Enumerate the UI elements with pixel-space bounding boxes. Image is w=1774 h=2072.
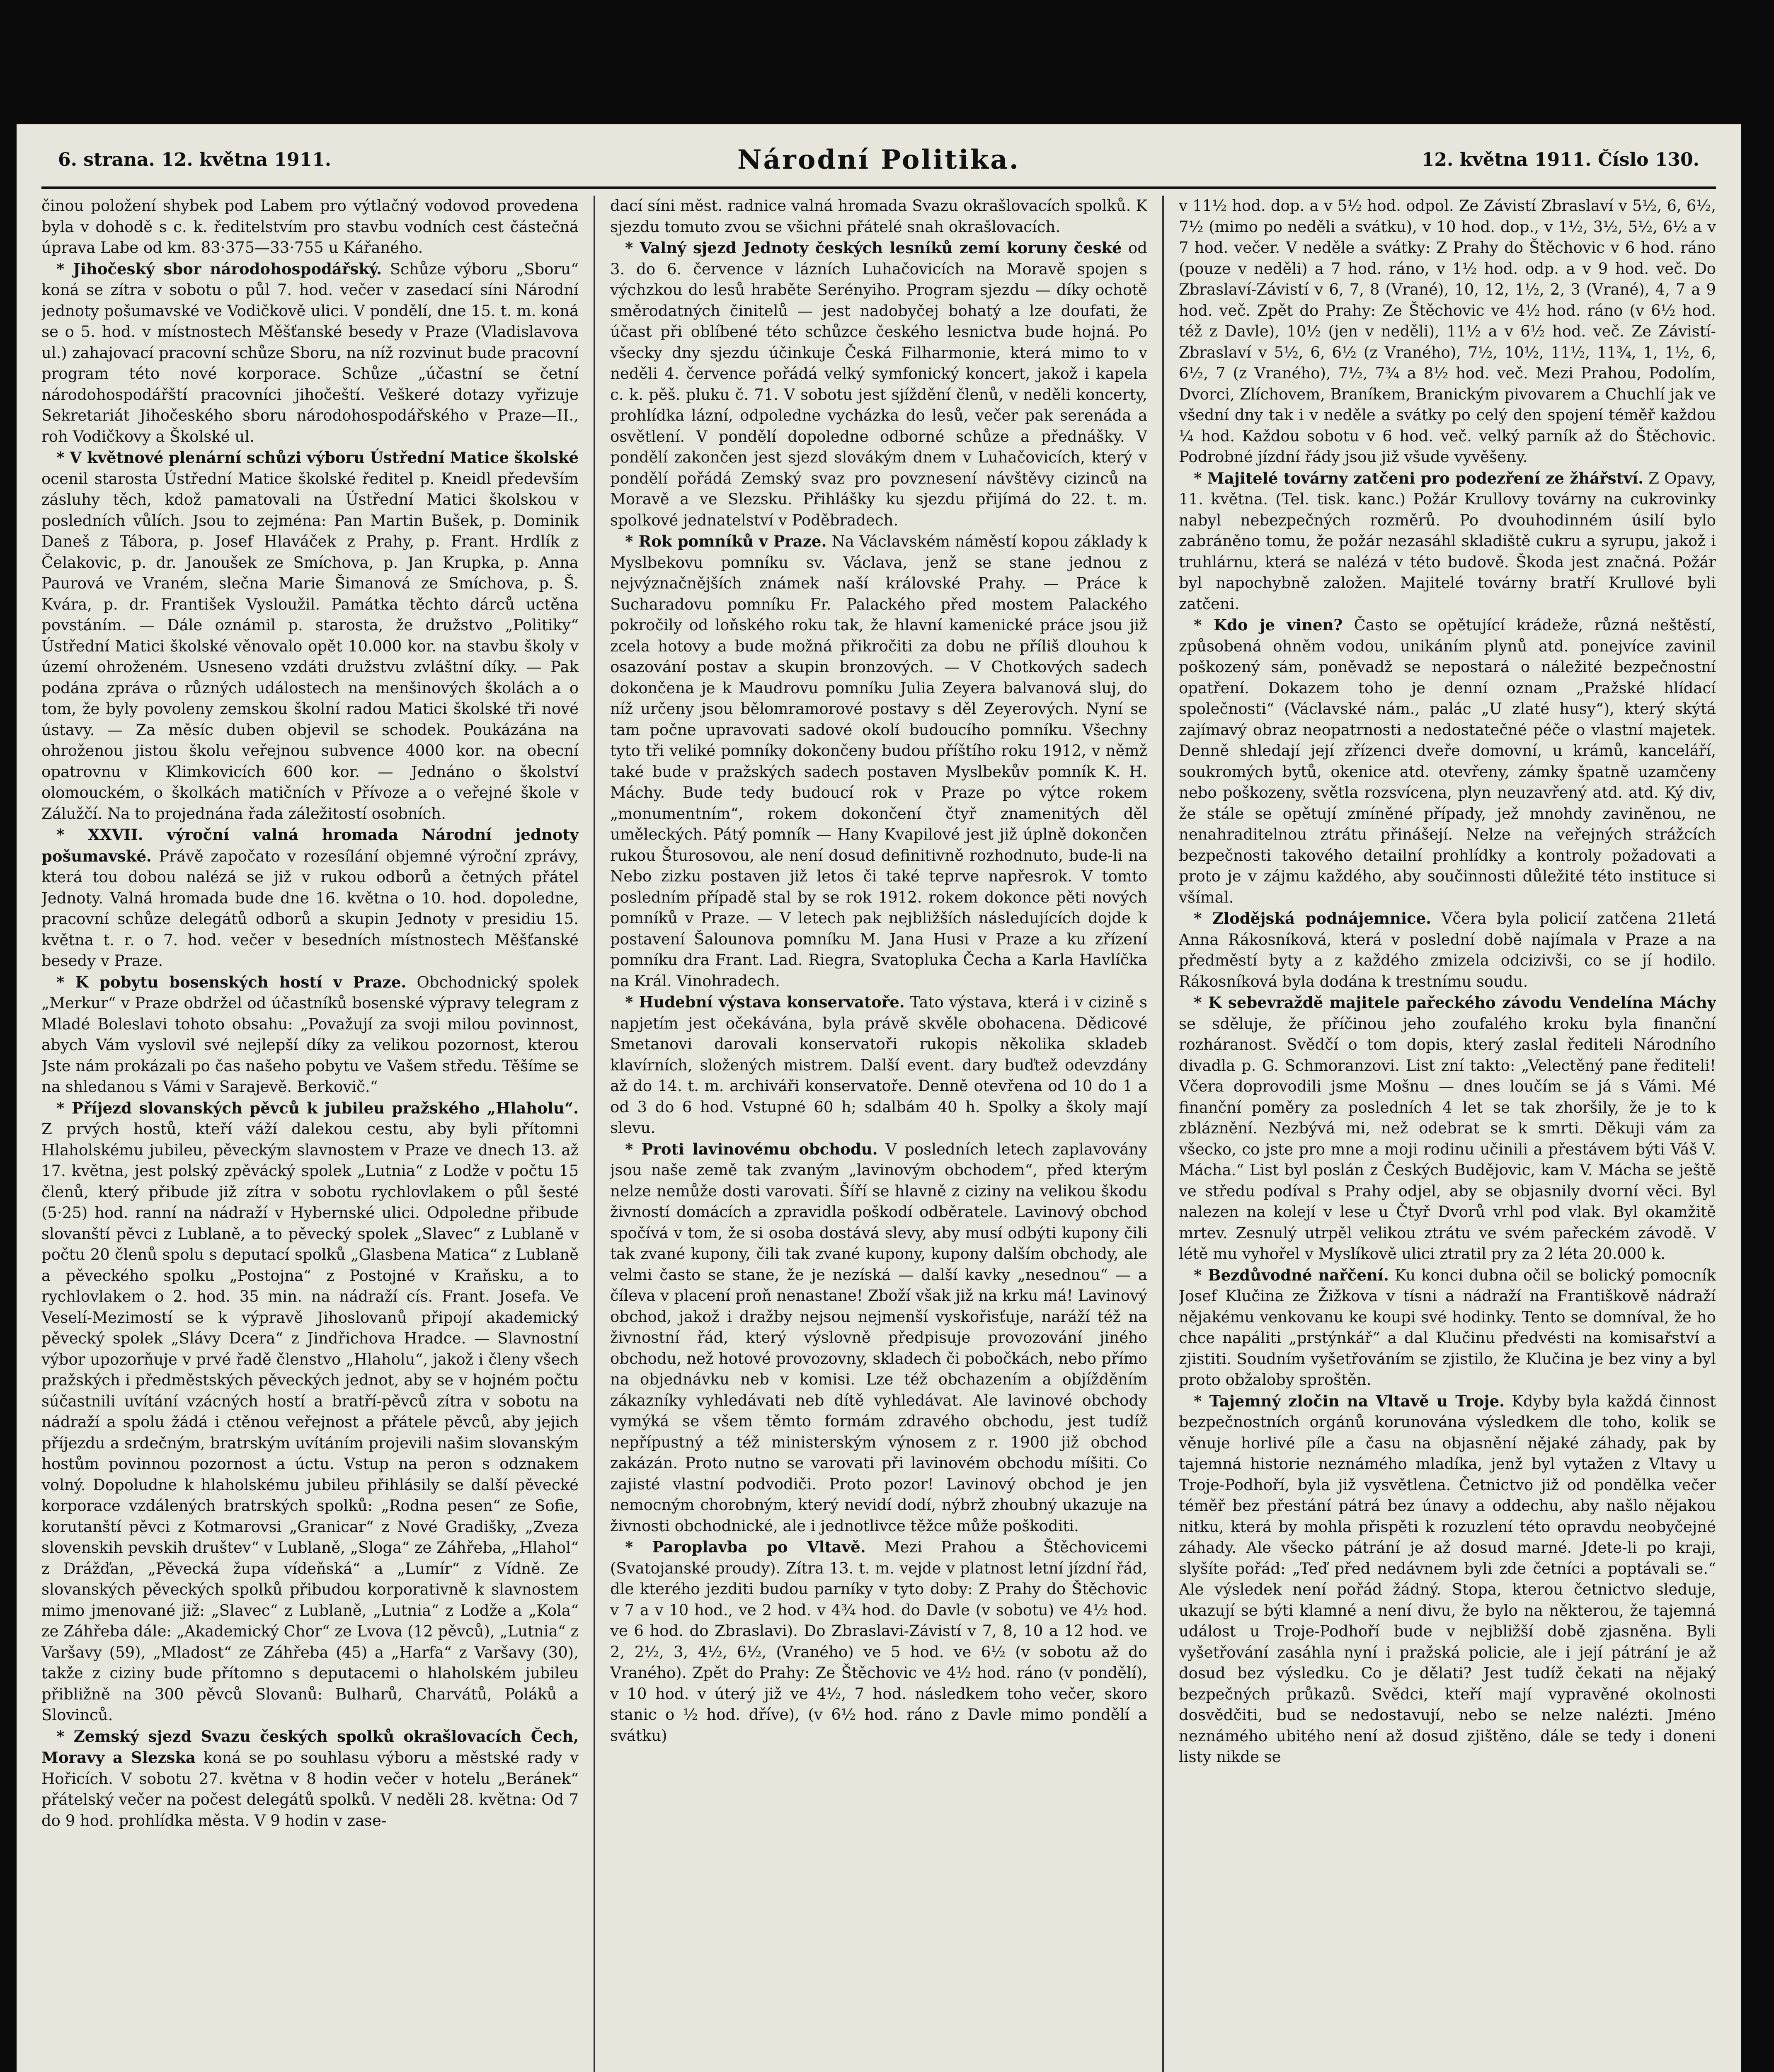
article-headline: * Jihočeský sbor národohospodářský. xyxy=(56,259,382,278)
article-text: v 11½ hod. dop. a v 5½ hod. odpol. Ze Závistí Zbraslaví v 5½, 6, 6½, 7½ (mimo po neděli a svátku), v 10 hod. dop., v 1½, 3½, 5½, 6½ a v 7 hod. večer. V neděle a svátky: Z Prahy do Štěchovic v 6 hod. ráno (pouze v neděli) a 7 hod. ráno, v 1½ hod. odp. a v 9 hod. več. Do Zbraslaví-Závistí v 6, 7, 8 (Vrané), 10, 12, 1½, 2, 3 (Vrané), 4, 7 a 9 hod. več. Zpět do Prahy: Ze Štěchovic ve 4½ hod. ráno (v 6½ hod. též z Davle), 10½ (jen v neděli), 11½ a v 6½ hod. več. Ze Závistí-Zbraslaví v 5½, 6, 6½ (z Vraného), 7½, 10½, 11½, 11¾, 1, 1½, 6, 6½, 7 (z Vraného), 7½, 7¾ a 8½ hod. več. Mezi Prahou, Podolím, Dvorci, Zlíchovem, Braníkem, Branickým pivovarem a Chuchlí jak ve všední dny tak i v neděle a svátky po celý den spojení téměř každou ¼ hod. Každou sobotu v 6 hod. več. velký parník až do Štěchovic. Podrobné jízdní řády jsou již všude vyvěšeny. xyxy=(1179,197,1716,466)
newspaper-page xyxy=(17,124,1741,2072)
article-text: Včera byla policií zatčena 21letá Anna Rákosníková, která v poslední době najímala v Praze a na předměstí byty a z každého zmizela odcizivši, co se jí hodilo. Rákosníková byla dodána k trestnímu soudu. xyxy=(1179,910,1716,990)
article-paragraph xyxy=(1179,1391,1716,1768)
column-divider xyxy=(594,196,595,2072)
article-paragraph xyxy=(41,824,579,972)
article-paragraph xyxy=(1179,908,1716,992)
article-paragraph xyxy=(610,1537,1147,1746)
page-header xyxy=(41,141,1716,189)
issue-date: 12. května 1911. Číslo 130. xyxy=(1421,149,1699,170)
article-headline: * Zemský sjezd Svazu českých spolků okrašlovacích Čech, Moravy a Slezska xyxy=(41,1727,579,1767)
article-text: činou položení shybek pod Labem pro výtlačný vodovod provedena byla v dohodě s c. k. ředitelstvím pro stavbu vodních cest částečná úprava Labe od km. 83·375—33·755 u Kářaného. xyxy=(41,197,579,257)
article-headline: * K pobytu bosenských hostí v Praze. xyxy=(56,973,407,991)
article-text: Tato výstava, která i v cizině s napjetím jest očekávána, byla právě skvěle obohacena. Dědicové Smetanovi darovali konservatoři rukopis několika skladeb klavírních, složených mistrem. Další event. dary buďtež odevzdány až do 14. t. m. archiváři konservatoře. Denně otevřena od 10 do 1 a od 3 do 6 hod. Vstupné 60 h; sdalbám 40 h. Spolky a školy mají slevu. xyxy=(610,993,1147,1137)
article-headline: * XXVII. výroční valná hromada Národní jednoty pošumavské. xyxy=(41,825,579,865)
article-columns xyxy=(41,196,1716,2072)
article-paragraph xyxy=(41,1726,579,1832)
article-text: Na Václavském náměstí kopou základy k Myslbekovu pomníku sv. Václava, jenž se stane jednou z nejvýznačnějších známek naší královské Prahy. — Práce k Sucharadovu pomníku Fr. Palackého před mostem Palackého pokročily od loňského roku tak, že hlavní kamenické práce jsou již zcela hotovy a bude možná přikročiti za dobu ne příliš dlouhou k osazování postav a skupin bronzových. — V Chotkových sadech dokončena je k Maudrovu pomníku Julia Zeyera balvanová sluj, do níž určeny jsou bělomramorové postavy s děl Zeyerových. Nyní se tam počne upravovati sadové okolí budoucího pomníku. Všechny tyto tři veliké pomníky dokončeny budou příštího roku 1912, v němž také bude v pražských sadech postaven Myslbekův pomník K. H. Máchy. Bude tedy budoucí rok v Praze po výtce rokem „monumentním“, rokem dokončení čtyř znamenitých děl uměleckých. Pátý pomník — Hany Kvapilové jest již úplně dokončen rukou Šturosovou, ale není dosud definitivně rozhodnuto, bude-li na Nebo zizku postaven již letos či také teprve napřesrok. V tomto posledním případě stal by se rok 1912. rokem dokonce pěti nových pomníků v Praze. — V letech pak nejbližších následujících dojde k postavení Šalounova pomníku M. Jana Husi v Praze a ku zřízení pomníku dra Frant. Lad. Riegra, Svatopluka Čecha a Karla Havlíčka na Král. Vinohradech. xyxy=(610,533,1147,990)
article-paragraph xyxy=(610,992,1147,1139)
article-paragraph xyxy=(41,1098,579,1726)
article-paragraph xyxy=(1179,615,1716,908)
article-headline: * Valný sjezd Jednoty českých lesníků zemí koruny české xyxy=(625,239,1122,257)
article-paragraph xyxy=(1179,992,1716,1265)
article-text: V posledních letech zaplavovány jsou naše země tak zvaným „lavinovým obchodem“, před kterým nelze nemůže dosti varovati. Šíří se hlavně z ciziny na velikou škodu živností domácích a zpravidla poškodí odběratele. Lavinový obchod spočívá v tom, že si osoba dostává slevy, aby musí odbýti kupony čili tak zvané kupony, čili tak zvané kupony, kupony dalším obchody, ale velmi často se stane, že je nezíská — další kavky „nesednou“ — a číleva v placení proň nenastane! Zboží však již na krku má! Lavinový obchod, jakož i dražby nejsou nejmenší vyskořisťuje, naráží též na živnostní řád, který výslovně předpisuje provozování jiného obchodu, než hotové provozovny, skladech či pobočkách, nebo přímo na objednávku neb v komisi. Lze též obchazením a objížděním zákazníky vyhledávati neb dítě vyhledávat. Ale lavinové obchody vymýká se všem těmto formám zdravého obchodu, jest tudíž nepřípustný a též ministerským výnosem z r. 1900 již obchod zakázán. Proto nutno se varovati při lavinovém obchodu míšiti. Co zajisté vlastní podvodiči. Proto pozor! Lavinový obchod je jen nemocným chorobným, který nevidí dodí, nýbrž zhoubný ukazuje na živnosti obchodnické, ale i jednotlivce těžce může poškoditi. xyxy=(610,1140,1147,1535)
article-text: Právě započato v rozesílání objemné výroční zprávy, která tou dobou nalézá se již v rukou odborů a četných přátel Jednoty. Valná hromada bude dne 16. května o 10. hod. dopoledne, pracovní schůze delegátů odborů a skupin Jednoty v presidiu 15. května t. r. o 7. hod. večer v besedních místnostech Měšťanské besedy v Praze. xyxy=(41,847,579,970)
article-headline: * Kdo je vinen? xyxy=(1194,616,1343,634)
article-paragraph xyxy=(41,447,579,824)
article-text: se sděluje, že příčinou jeho zoufalého kroku byla finanční rozháranost. Svědčí o tom dopis, který zaslal řediteli Národního divadla p. G. Schmoranzovi. List zní takto: „Velectěný pane řediteli! Včera doprovodili jsme Mošnu — dnes loučím se já s Vámi. Mé finanční poměry za posledních 4 let se tak zhoršily, že je to k zbláznění. Nezbývá mi, než odebrat se k smrti. Děkuji vám za všecko, co jste pro mne a moji rodinu učinili a přestávem býti Váš V. Mácha.“ List byl poslán z Českých Budějovic, kam V. Mácha se ještě ve středu podíval s Prahy odjel, aby se objasnily dvorní věci. Byl nalezen na kolejí v lese u Čtyř Dvorů vrhl pod vlak. Byl okamžitě mrtev. Zesnulý utrpěl velikou ztrátu ve svém pařeckém závodě. V létě mu vyhořel v Myslíkově ulici ztratil pry za 2 léta 20.000 k. xyxy=(1179,1014,1716,1263)
article-headline: * Bezdůvodné nařčení. xyxy=(1194,1266,1389,1284)
article-paragraph xyxy=(41,972,579,1098)
article-text: koná se po souhlasu výboru a městské rady v Hořicích. V sobotu 27. května v 8 hodin večer v hotelu „Beránek“ přátelský večer na počest delegátů spolků. V neděli 28. května: Od 7 do 9 hod. prohlídka města. V 9 hodin v zase- xyxy=(41,1749,579,1830)
article-headline: * Majitelé továrny zatčeni pro podezření ze žhářství. xyxy=(1194,469,1644,487)
article-headline: * Hudební výstava konservatoře. xyxy=(625,993,905,1011)
article-text: Mezi Prahou a Štěchovicemi (Svatojanské proudy). Zítra 13. t. m. vejde v platnost letní jízdní řád, dle kterého jezditi budou parníky v tyto doby: Z Prahy do Štěchovic v 7 a v 10 hod., ve 2 hod. v 4¾ hod. do Davle (v sobotu) ve 4½ hod. ve 6 hod. do Zbraslavi). Do Zbraslavi-Závistí v 7, 8, 10 a 12 hod. ve 2, 2½, 3, 4½, 6½, (Vraného) ve 5 hod. ve 6½ (v sobotu až do Vraného). Zpět do Prahy: Ze Štěchovic ve 4½ hod. ráno (v pondělí), v 10 hod. v úterý již ve 4½, 7 hod. následkem toho večer, skoro stanic o ½ hod. dříve), (v 6½ hod. ráno z Davle mimo pondělí a svátku) xyxy=(610,1538,1147,1745)
article-headline: * Rok pomníků v Praze. xyxy=(625,532,827,550)
article-headline: * K sebevraždě majitele pařeckého závodu Vendelína Máchy xyxy=(1194,993,1716,1012)
article-headline: * Paroplavba po Vltavě. xyxy=(625,1538,866,1556)
article-text: Ku konci dubna očil se bolický pomocník Josef Klučina ze Žižkova v tísni a nádraží na Františkově nádraží nějakému venkovanu ke koupi své hodinky. Tento se domníval, že ho chce napáliti „prstýnkář“ a dal Klučinu předvésti na komisařství a zjistiti. Soudním vyšetřováním se zjistilo, že Klučina je bez viny a byl proto obžaloby sproštěn. xyxy=(1179,1266,1716,1389)
article-paragraph xyxy=(610,1139,1147,1537)
article-text: od 3. do 6. července v lázních Luhačovicích na Moravě spojen s výchzkou do lesů hraběte Serényiho. Program sjezdu — díky ochotě směrodatných činitelů — jest nadobyčej bohatý a lze doufati, že účast při oblíbené této schůzce českého lesnictva bude hojná. Po všecky dny sjezdu účinkuje Česká Filharmonie, která mimo to v neděli 4. července pořádá velký symfonický koncert, jakož i kapela c. k. pěš. pluku č. 71. V sobotu jest sjíždění členů, v neděli koncerty, prohlídka lázní, odpoledne vycházka do lesů, večer pak serenáda a osvětlení. V pondělí dopoledne odborné schůze a přednášky. V pondělí zakončen jest sjezd slovákým dnem v Luhačovicích, který v pondělí pořádá Zemský svaz pro povznesení návštěvy cizinců na Moravě a ve Slezsku. Přihlášky ku sjezdu přijímá do 22. t. m. spolkové jednatelství v Poděbradech. xyxy=(610,239,1147,529)
article-text: Obchodnický spolek „Merkur“ v Praze obdržel od účastníků bosenské výpravy telegram z Mladé Boleslavi tohoto obsahu: „Považují za svoji milou povinnost, abych Vám vyslovil své nejlepší díky za velikou pozornost, kterou Jste nám prokázali po čas našeho pobytu ve Vašem středu. Těšíme se na shledanou s Vámi v Sarajevě. Berkovič.“ xyxy=(41,973,579,1096)
article-headline: * Tajemný zločin na Vltavě u Troje. xyxy=(1194,1392,1505,1410)
page-number: 6. strana. 12. května 1911. xyxy=(58,149,332,170)
article-headline: * Příjezd slovanských pěvců k jubileu pražského „Hlaholu“. xyxy=(56,1099,579,1117)
article-text: Kdyby byla každá činnost bezpečnostních orgánů korunována výsledkem dle toho, kolik se věnuje horlivé píle a času na objasnění nějaké záhady, pak by tajemná historie neznámého mladíka, jenž byl vytažen z Vltavy u Troje-Podhoří, byla již vysvětlena. Četnictvo již od pondělka večer téměř bez přestání pátrá bez únavy a oddechu, aby našlo nějakou nitku, která by mohla přispěti k rozuzlení této opravdu neobyčejné záhady. Ale všecko pátrání je až dosud marné. Jdete-li po kraji, slyšíte pořád: „Teď před nedávnem byli zde četníci a poptávali se.“ Ale výsledek není pořád žádný. Stopa, kterou četnictvo sleduje, ukazují se býti klamné a není divu, že bylo na některou, že tajemná událost u Troje-Podhoří bude v nejbližší době zjasněna. Byli vyšetřování zasáhla nyní i pražská policie, ale i její pátrání je až dosud bez výsledku. Co je dělati? Jest tudíž čekati na nějaký bezpečných průkazů. Svědci, kteří mají vypravěné okolnosti dosvědčiti, bud se nedostavují, nebo se nelze nalézti. Jméno neznámého ubitého není až dosud zjištěno, dále se tedy i doneni listy nikde se xyxy=(1179,1392,1716,1766)
article-paragraph xyxy=(610,196,1147,237)
article-headline: * V květnové plenární schůzi výboru Ústřední Matice školské xyxy=(56,448,579,467)
article-paragraph xyxy=(610,237,1147,531)
article-headline: * Proti lavinovému obchodu. xyxy=(625,1140,878,1158)
article-paragraph xyxy=(610,531,1147,992)
column-3 xyxy=(1179,196,1716,2072)
article-text: Často se opětující krádeže, různá neštěstí, způsobená ohněm vodou, unikáním plynů atd. ponejvíce zavinil poškozený sám, poněvadž se nepostará o náležité bezpečnostní opatření. Dokazem toho je denní oznam „Pražské hlídací společnosti“ (Václavské nám., palác „U zlaté husy“), který skýtá zajímavý obraz neopatrnosti a nedostatečné péče o vlastní majetek. Denně shledají její zřízenci dveře domovní, u krámů, kanceláří, soukromých bytů, okenice atd. otevřeny, zámky špatně uzamčeny nebo poškozeny, světla rozsvícena, plyn neuzavřený atd. atd. Ký div, že stále se opětují zmíněné případy, jež mnohdy zaviněnou, ne nenahraditelnou ztrátu přinášejí. Nelze na veřejných strážcích bezpečnosti takového detailní prohlídky a kontroly požadovati a proto je v zájmu každého, aby součinnosti důležité této instituce si všímal. xyxy=(1179,616,1716,906)
article-paragraph xyxy=(1179,468,1716,615)
article-paragraph xyxy=(41,259,579,448)
article-headline: * Zlodějská podnájemnice. xyxy=(1194,909,1431,927)
article-text: Schůze výboru „Sboru“ koná se zítra v sobotu o půl 7. hod. večer v zasedací síni Národní jednoty pošumavské ve Vodičkově ulici. V pondělí, dne 15. t. m. koná se o 5. hod. v místnostech Měšťanské besedy v Praze (Vladislavova ul.) zahajovací pracovní schůze Sboru, na níž rozvinut bude pracovní program této nové korporace. Schůze „účastní se četní národohospodářští pracovníci jihočeští. Veškeré dotazy vyřizuje Sekretariát Jihočeského sboru národohospodářského v Praze—II., roh Vodičkovy a Školské ul. xyxy=(41,260,579,445)
column-divider xyxy=(1162,196,1164,2072)
article-text: Z prvých hostů, kteří váží dalekou cestu, aby byli přítomni Hlaholskému jubileu, pěveckým slavnostem v Praze ve dnech 13. až 17. května, jest polský zpěvácký spolek „Lutnia“ z Lodže v počtu 15 členů, který přibude již zítra v sobotu rychlovlakem o půl šesté (5·25) hod. ranní na nádraží v Hybernské ulici. Odpoledne přibude slovanští pěvci z Lublaně, a to pěvecký spolek „Slavec“ z Lublaně v počtu 20 členů spolu s deputací spolků „Glasbena Matica“ z Lublaně a pěveckého spolku „Postojna“ z Postojné v Kraňsku, a to rychlovlakem o 2. hod. 35 min. na nádraží cís. Frant. Josefa. Ve Veselí-Mezimostí se k výpravě Jihoslovanů připojí akademický pěvecký spolek „Slávy Dcera“ z Jindřichova Hradce. — Slavnostní výbor upozorňuje v prvé řadě členstvo „Hlaholu“, jakož i členy všech pražských i předměstských pěveckých jednot, aby se v hojném počtu súčastnili uvítání vzácných hostí a bratří-pěvců zítra v sobotu na nádraží a spolu žádá i ctěnou veřejnost a přátele pěvců, aby jejich příjezdu a srdečným, bratrským uvítáním projevili našim slovanským hostům povinnou pozornost a úctu. Vstup na peron s odznakem volný. Dopoludne k hlaholskému jubileu přihlásily se další pěvecké korporace vzdálených bratrských spolků: „Rodna pesen“ ze Sofie, korutanští pěvci z Kotmarovsi „Granicar“ z Nové Gradišky, „Zveza slovenskih pevskih društev“ v Lublaně, „Sloga“ ze Záhřeba, „Hlahol“ z Drážďan, „Pěvecká župa vídeňská“ a „Lumír“ z Vídně. Ze slovanských pěveckých spolků přibudou korporativně k slavnostem mimo jmenované již: „Slavec“ z Lublaně, „Lutnia“ z Lodže a „Kola“ ze Záhřeba dále: „Akademický Chor“ ze Lvova (12 pěvců), „Lutnia“ z Varšavy (59), „Mladost“ ze Záhřeba (45) a „Harfa“ z Varšavy (30), takže z ciziny bude přítomno s deputacemi o hlaholském jubileu přibližně na 300 pěvců Slovanů: Bulharů, Charvátů, Poláků a Slovinců. xyxy=(41,1120,579,1724)
masthead-title: Národní Politika. xyxy=(737,144,1020,175)
article-paragraph xyxy=(41,196,579,259)
article-text: Z Opavy, 11. května. (Tel. tisk. kanc.) Požár Krullovy továrny na cukrovinky nabyl nebezpečných rozměrů. Po dvouhodinném úsilí bylo zabráněno tomu, že požár nezasáhl skladiště cukru a syrupu, jakož i truhlárnu, která se nalézá v této budově. Škoda jest značná. Požár byl napochybně založen. Majitelé továrny bratří Krullové byli zatčeni. xyxy=(1179,469,1716,613)
article-paragraph xyxy=(1179,196,1716,468)
article-text: dací síni měst. radnice valná hromada Svazu okrašlovacích spolků. K sjezdu tomuto zvou se všichni přátelé snah okrašlovacích. xyxy=(610,197,1147,236)
article-paragraph xyxy=(1179,1265,1716,1391)
article-text: ocenil starosta Ústřední Matice školské ředitel p. Kneidl především zásluhy těch, kdož pamatovali na Ústřední Matici školskou v posledních vůlích. Jsou to zejména: Pan Martin Bušek, p. Dominik Daneš z Tábora, p. Josef Hlaváček z Prahy, p. Frant. Hrdlík z Čelakovic, p. dr. Janoušek ze Smíchova, p. Jan Krupka, p. Anna Paurová ve Vraném, slečna Marie Šimanová ze Smíchova, p. Š. Kvára, p. dr. František Vysloužil. Památka těchto dárců uctěna povstáním. — Dále oznámil p. starosta, že družstvo „Politiky“ Ústřední Matici školské věnovalo opět 10.000 kor. na stavbu školy v území ohroženém. Usneseno vzdáti družstvu zvláštní díky. — Pak podána zpráva o různých událostech na menšinových školách a o tom, že byly povoleny zemskou školní radou Matici školské tři nové ústavy. — Za měsíc duben objevil se schodek. Poukázána na ohroženou jistou školu veřejnou subvence 4000 kor. na obecní opatrovnu v Klimkovicích 600 kor. — Jednáno o školství olomouckém, o školkách matičních v Přívoze a o veřejné škole v Zálužčí. Na to projednána řada záležitostí osobních. xyxy=(41,470,579,823)
column-1 xyxy=(41,196,579,2072)
column-2 xyxy=(610,196,1147,2072)
